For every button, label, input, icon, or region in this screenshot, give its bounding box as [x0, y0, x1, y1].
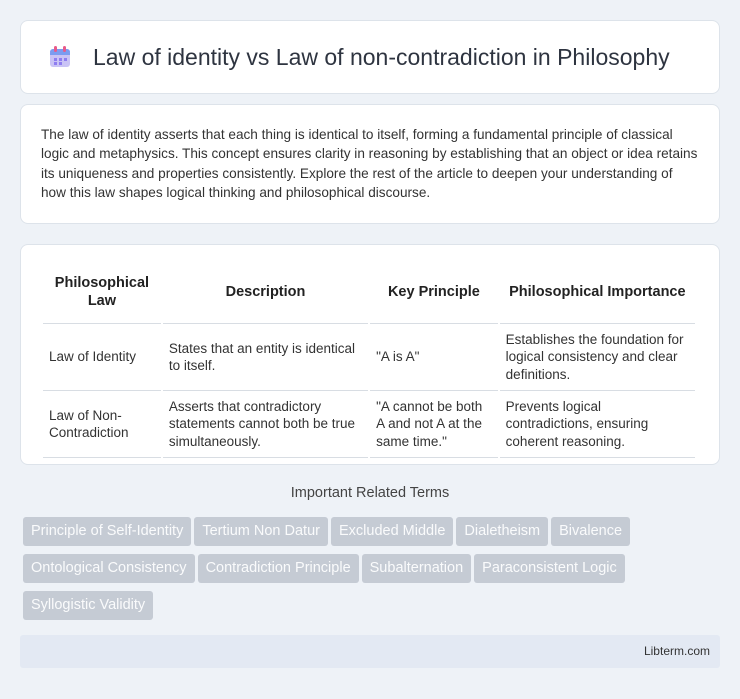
related-term-tag[interactable]: Dialetheism — [456, 517, 548, 546]
related-term-tag[interactable]: Subalternation — [362, 554, 472, 583]
table-header-row — [43, 261, 695, 324]
intro-paragraph: The law of identity asserts that each thing is identical to itself, forming a fundamental principle of classical logic and metaphysics. This concept ensures clarity in reasoning by establishing that an object or idea retains its uniqueness and properties consistently. Explore the rest of the article to deepen your understanding of how this law shapes logical thinking and philosophical discourse. — [41, 127, 698, 200]
table-cell: Prevents logical contradictions, ensuring coherent reasoning. — [500, 391, 695, 458]
related-term-tag[interactable]: Bivalence — [551, 517, 630, 546]
table-cell: Law of Non-Contradiction — [43, 391, 161, 458]
comparison-table — [41, 261, 697, 458]
table-cell: Asserts that contradictory statements cannot both be true simultaneously. — [163, 391, 368, 458]
related-term-tag[interactable]: Paraconsistent Logic — [474, 554, 625, 583]
table-cell: "A cannot be both A and not A at the same time." — [370, 391, 498, 458]
related-terms-title: Important Related Terms — [290, 485, 450, 501]
column-header: Philosophical Importance — [500, 261, 695, 324]
table-row — [43, 391, 695, 458]
calendar-icon — [47, 44, 73, 70]
column-header: Description — [163, 261, 368, 324]
column-header: Key Principle — [370, 261, 498, 324]
column-header: Philosophical Law — [43, 261, 161, 324]
related-term-tag[interactable]: Syllogistic Validity — [23, 591, 153, 620]
related-term-tag[interactable]: Tertium Non Datur — [194, 517, 328, 546]
table-cell: Law of Identity — [43, 324, 161, 391]
related-term-tag[interactable]: Contradiction Principle — [198, 554, 359, 583]
header-card — [20, 20, 720, 94]
table-cell: "A is A" — [370, 324, 498, 391]
table-cell: States that an entity is identical to itself. — [163, 324, 368, 391]
related-terms-list — [23, 517, 723, 628]
related-term-tag[interactable]: Excluded Middle — [331, 517, 453, 546]
comparison-table-card — [20, 244, 720, 465]
footer — [20, 635, 720, 668]
related-term-tag[interactable]: Ontological Consistency — [23, 554, 195, 583]
page-title: Law of identity vs Law of non-contradiction in Philosophy — [93, 43, 670, 70]
related-term-tag[interactable]: Principle of Self-Identity — [23, 517, 191, 546]
footer-site-link[interactable]: Libterm.com — [643, 644, 710, 658]
table-row — [43, 324, 695, 391]
table-cell: Establishes the foundation for logical consistency and clear definitions. — [500, 324, 695, 391]
intro-card — [20, 104, 720, 224]
